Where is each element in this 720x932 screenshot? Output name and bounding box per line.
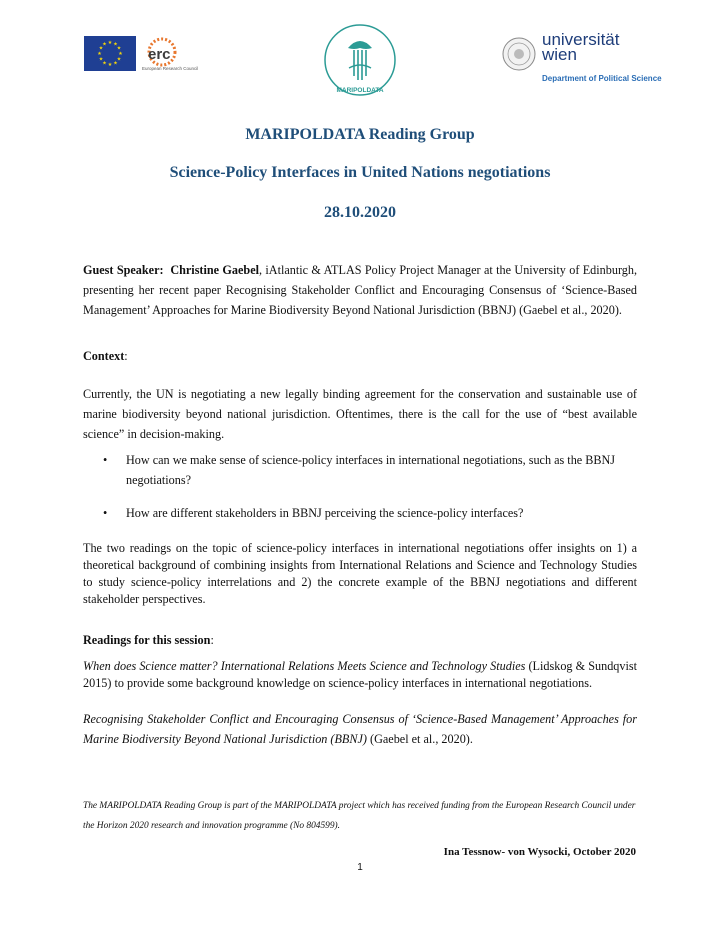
svg-text:★: ★ — [113, 60, 118, 67]
context-paragraph: Currently, the UN is negotiating a new legally binding agreement for the conservation and sustainable use of marine biodiversity beyond national jurisdiction. Oftentimes, there is the call for the use of “best available science” in decision-making. — [83, 387, 637, 441]
guest-speaker-description: , iAtlantic & ATLAS Policy Project Manager at the University of Edinburgh, presenting her recent paper Recognising Stakeholder Conflict and Encouraging Consensus of ‘Science-Based Management’ Approaches for Marine Biodiversity Beyond National Jurisdiction (BBNJ) (Gaebel et al., 2020). — [83, 263, 638, 317]
bullet-icon: • — [103, 453, 108, 467]
author-signature: Ina Tessnow- von Wysocki, October 2020 — [443, 846, 636, 858]
readings-heading: Readings for this session: — [83, 633, 214, 647]
svg-text:★: ★ — [102, 41, 107, 48]
svg-text:★: ★ — [98, 56, 104, 63]
svg-text:★: ★ — [98, 45, 104, 52]
university-name: universität wien — [542, 30, 620, 64]
bullet-text: How are different stakeholders in BBNJ perceiving the science-policy interfaces? — [126, 506, 524, 520]
reading-details: (Lidskog & Sundqvist 2015) to provide some background knowledge on science-policy interfaces in international negotiations. — [83, 659, 638, 690]
university-logo — [502, 30, 662, 92]
reading-group-title: MARIPOLDATA Reading Group — [245, 126, 475, 143]
department-name: Department of Political Science — [542, 74, 662, 83]
guest-speaker-label: Guest Speaker: — [83, 263, 164, 277]
reading-title: When does Science matter? International Relations Meets Science and Technology Studies — [83, 659, 526, 673]
bullet-text: How can we make sense of science-policy interfaces in international negotiations, such as the BBNJ negotiations? — [126, 453, 616, 487]
svg-text:★: ★ — [118, 51, 123, 57]
bullet-icon: • — [103, 506, 108, 520]
svg-text:★: ★ — [97, 51, 102, 57]
university-seal-icon — [502, 37, 536, 71]
session-topic-title: Science-Policy Interfaces in United Nations negotiations — [169, 164, 551, 181]
reading-details: (Gaebel et al., 2020). — [366, 732, 473, 746]
erc-logo-text: erc — [148, 46, 171, 63]
svg-text:★: ★ — [102, 60, 107, 67]
maripoldata-logo-icon — [322, 18, 398, 104]
svg-text:★: ★ — [113, 41, 118, 48]
context-heading: Context: — [83, 349, 128, 363]
svg-text:★: ★ — [116, 45, 122, 52]
svg-text:★: ★ — [107, 40, 113, 46]
funding-footnote: The MARIPOLDATA Reading Group is part of the MARIPOLDATA project which has received funding from the European Research Council under the Horizon 2020 research and innovation programme (No 804599). — [83, 801, 636, 831]
svg-text:★: ★ — [107, 62, 113, 68]
reading-item — [83, 709, 637, 749]
svg-text:★: ★ — [116, 56, 122, 63]
eu-flag-icon — [84, 36, 136, 71]
guest-speaker-paragraph — [83, 260, 637, 320]
reading-title: Recognising Stakeholder Conflict and Encouraging Consensus of ‘Science-Based Management’ Approaches for Marine Biodiversity Beyond National Jurisdiction (BBNJ) — [83, 712, 637, 746]
maripoldata-logo-text: MARIPOLDATA — [336, 87, 384, 94]
readings-summary-paragraph: The two readings on the topic of science-policy interfaces in international negotiations offer insights on 1) a theoretical background of combining insights from International Relations and Science and Technology Studies to study science-policy interrelations and 2) the concrete example of the BBNJ negotiations and different stakeholder perspectives. — [83, 541, 637, 606]
guest-speaker-name: Christine Gaebel — [170, 263, 259, 277]
erc-logo-subtitle: European Research Council — [142, 66, 199, 71]
reading-item — [83, 658, 637, 692]
header-logos — [0, 18, 720, 108]
session-date: 28.10.2020 — [324, 204, 396, 221]
page-number: 1 — [357, 862, 363, 873]
